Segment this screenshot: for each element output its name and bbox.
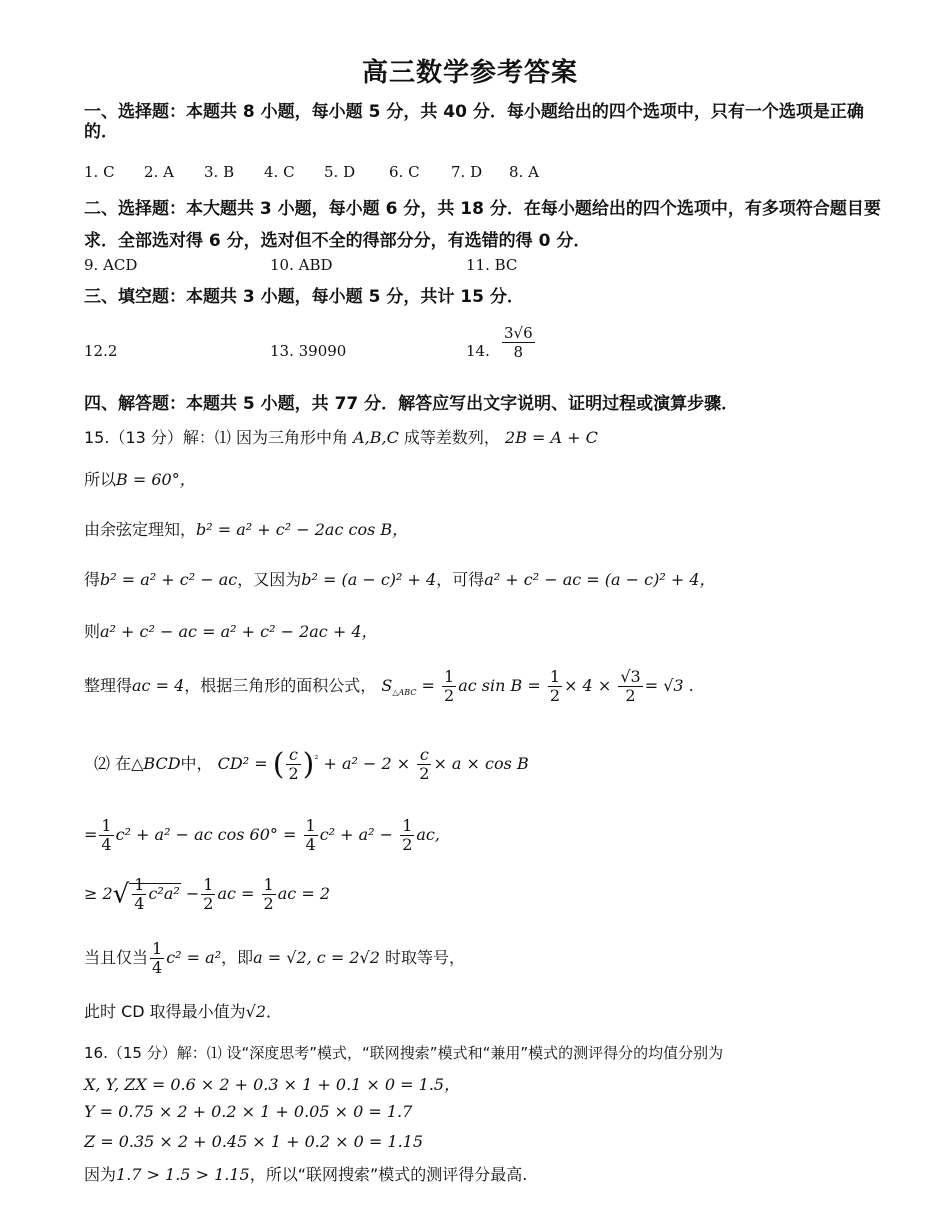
answer-5: 5. D [324, 163, 356, 181]
section-3-header: 三、填空题：本题共 3 小题，每小题 5 分，共计 15 分． [84, 287, 524, 307]
q15-derivation: 得b² = a² + c² − ac，又因为b² = (a − c)² + 4，可得a² + c² − ac = (a − c)² + 4， [84, 570, 716, 589]
answer-12: 12.2 [84, 342, 118, 360]
section-1-header: 一、选择题：本题共 8 小题，每小题 5 分，共 40 分．每小题给出的四个选项中，只有一个选项是正确的． [84, 102, 864, 142]
answer-14: 14. [466, 342, 490, 360]
section-3-answers [84, 324, 884, 362]
q15-part2: ⑵ 在△BCD中， CD² = ( $\frac{c}{2}$ )$^{^2}$ + a² − 2 × $\frac{c}{2}$ × a × cos B [94, 745, 529, 783]
answer-3: 3. B [204, 163, 235, 181]
answer-9: 9. ACD [84, 256, 138, 274]
answer-14-numerator: 3√6 [504, 324, 533, 342]
answer-13: 13. 39090 [270, 342, 347, 360]
q16-x-mean: X, Y, ZX = 0.6 × 2 + 0.3 × 1 + 0.1 × 0 = 1.5， [84, 1075, 461, 1094]
q15-cosine-law: 由余弦定理知，b² = a² + c² − 2ac cos B， [84, 520, 409, 539]
section-4-header: 四、解答题：本题共 5 小题，共 77 分．解答应写出文字说明、证明过程或演算步骤． [84, 394, 739, 414]
answer-4: 4. C [264, 163, 295, 181]
answer-6: 6. C [389, 163, 420, 181]
q16-conclusion: 因为1.7 > 1.5 > 1.15，所以“联网搜索”模式的测评得分最高. [84, 1165, 528, 1184]
q15-part2-line2: = $\frac{1}{4}$ c² + a² − ac cos 60° = $\frac{1}{4}$ c² + a² − $\frac{1}{2}$ ac, [84, 816, 440, 854]
q15-minimum: 此时 CD 取得最小值为√2． [84, 1002, 283, 1021]
section-2-header: 二、选择题：本大题共 3 小题，每小题 6 分，共 18 分．在每小题给出的四个选项中，有多项符合题目要求．全部选对得 6 分，选对但不全的得部分分，有选错的得 0 分． [84, 199, 881, 251]
answer-11: 11. BC [466, 256, 518, 274]
answer-14-denominator: 8 [513, 343, 524, 361]
q15-equality-condition: 当且仅当 $\frac{1}{4}$ c² = a²，即a = √2, c = 2√2 时取等号， [84, 939, 465, 977]
q15-part2-line3: ≥ 2√ $\frac{1}{4}$ c²a² − $\frac{1}{2}$ ac = $\frac{1}{2}$ ac = 2 [84, 875, 330, 913]
answer-10: 10. ABD [270, 256, 333, 274]
q15-intro: 15.（13 分）解：⑴ 因为三角形中角 A,B,C 成等差数列， 2B = A + C [84, 428, 598, 447]
q16-y-mean: Y = 0.75 × 2 + 0.2 × 1 + 0.05 × 0 = 1.7 [84, 1102, 413, 1121]
q15-area: 整理得ac = 4，根据三角形的面积公式， $S_{\triangle ABC}$ = $\frac{1}{2}$ ac sin B = $\frac{1}{2}$ × 4 × $\frac{√3}{2}$ = √3 . [84, 667, 694, 705]
answer-14-fraction [500, 324, 537, 361]
answer-1: 1. C [84, 163, 115, 181]
section-1-answers [84, 163, 884, 183]
q16-intro: 16.（15 分）解：⑴ 设“深度思考”模式，“联网搜索”模式和“兼用”模式的测评得分的均值分别为 [84, 1044, 724, 1062]
answer-8: 8. A [509, 163, 539, 181]
section-2-answers [84, 256, 884, 276]
q15-then: 则a² + c² − ac = a² + c² − 2ac + 4， [84, 622, 378, 641]
page-title: 高三数学参考答案 [361, 58, 578, 88]
answer-2: 2. A [144, 163, 174, 181]
q15-angle-b: 所以B = 60°， [84, 470, 196, 489]
answer-7: 7. D [451, 163, 483, 181]
q16-z-mean: Z = 0.35 × 2 + 0.45 × 1 + 0.2 × 0 = 1.15 [84, 1132, 424, 1151]
